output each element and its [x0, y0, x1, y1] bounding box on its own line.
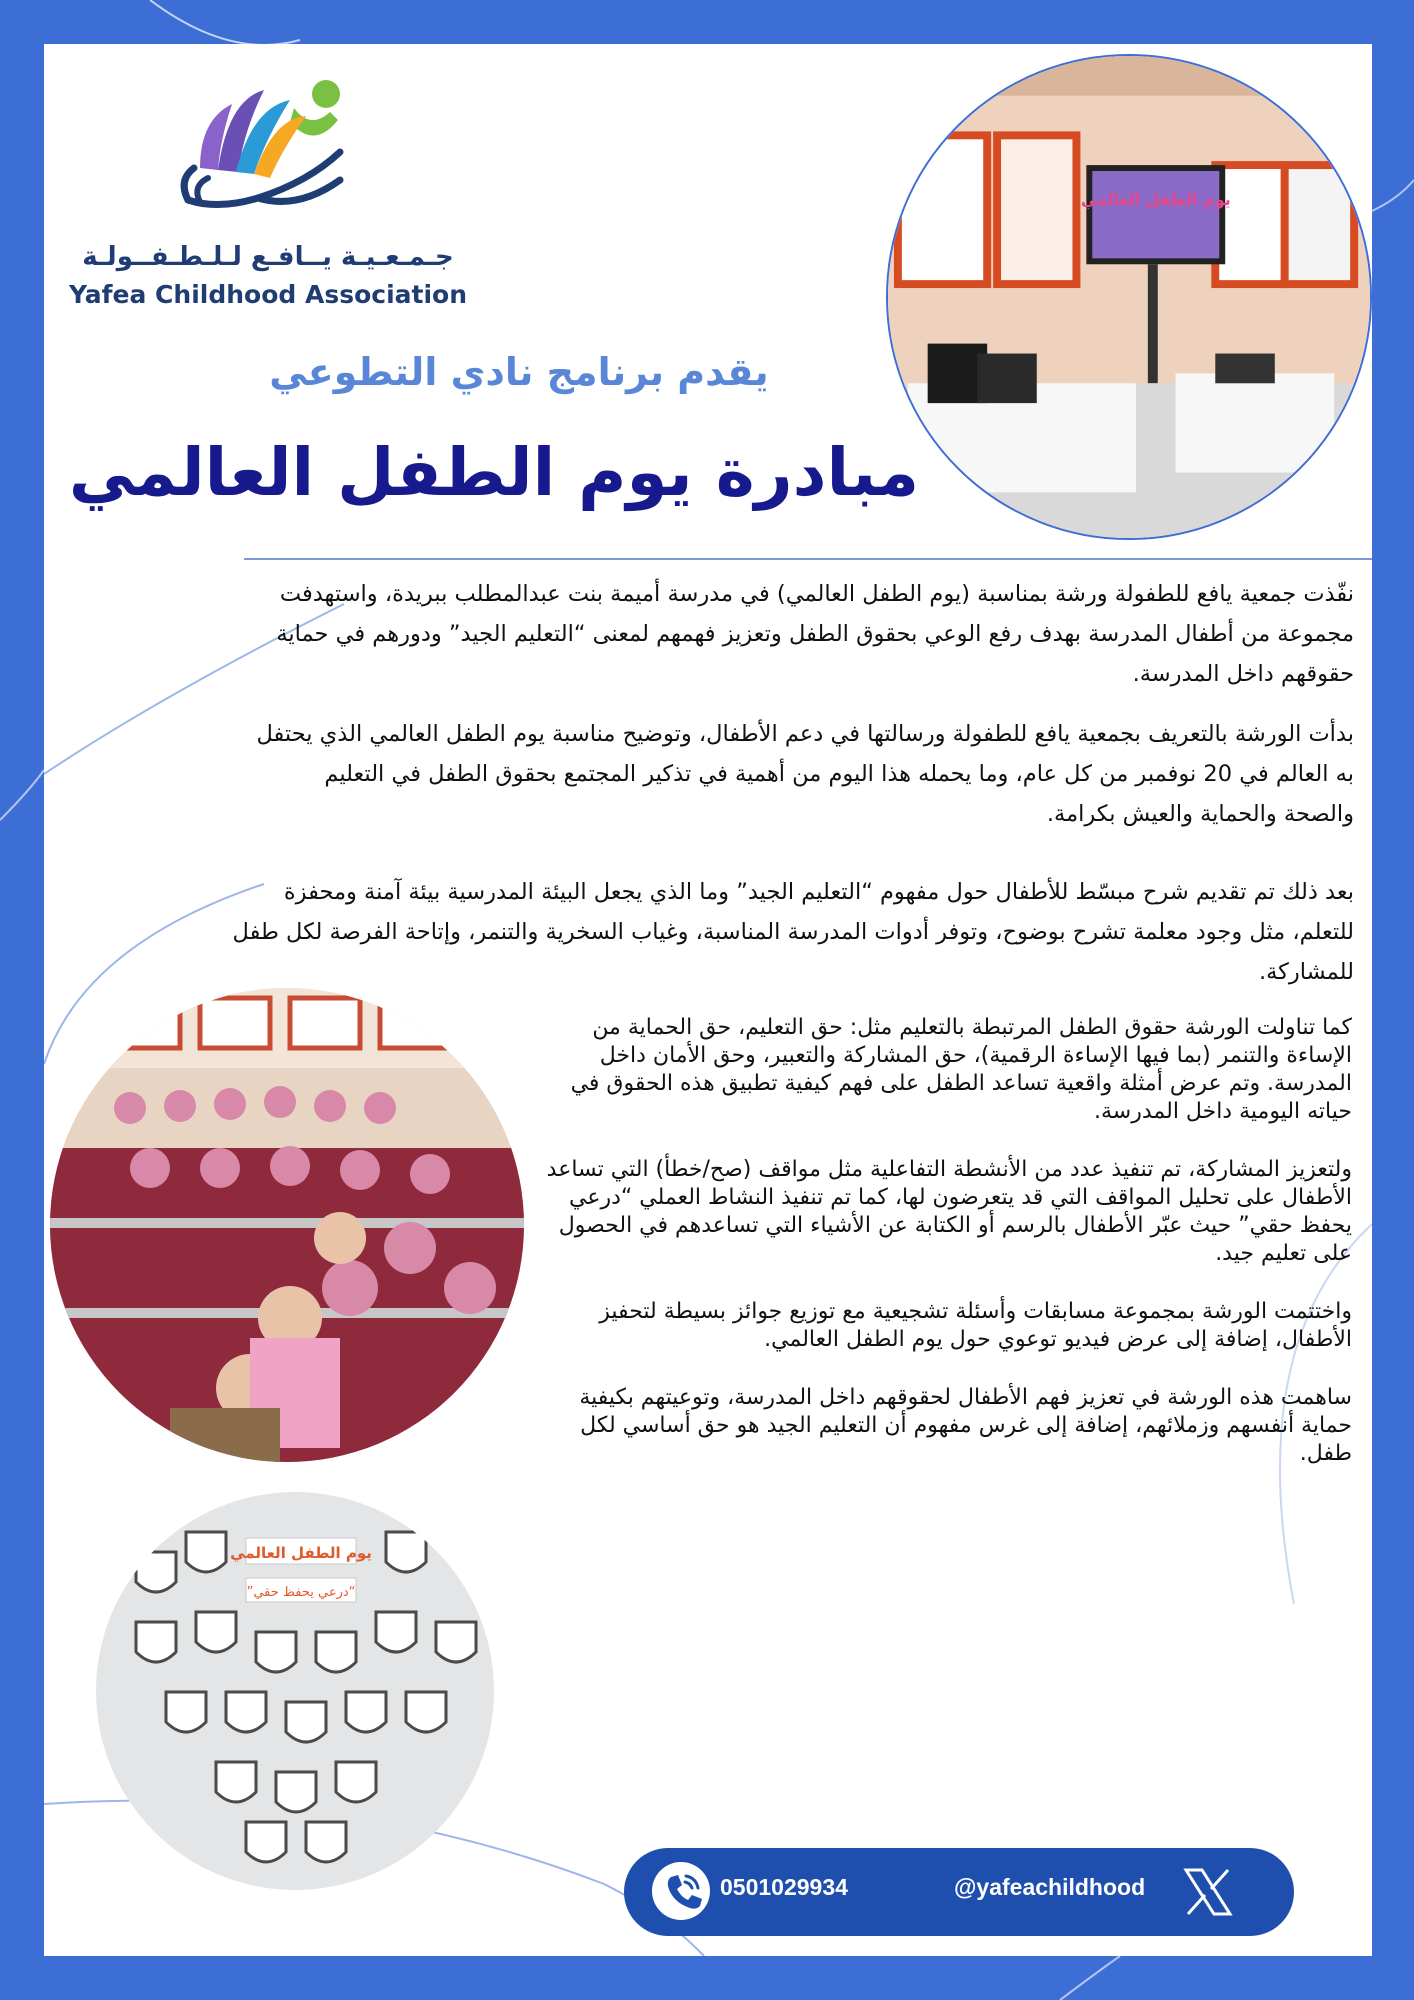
board-title: يوم الطفل العالمي [230, 1544, 372, 1562]
photo-shield-wall [96, 1492, 494, 1890]
social-handle[interactable]: @yafeachildhood [954, 1874, 1146, 1900]
paragraph-activities: ولتعزيز المشاركة، تم تنفيذ عدد من الأنشطة التفاعلية مثل مواقف (صح/خطأ) التي تساعد الأطفال على تحليل المواقف التي قد يتعرضون لها، كما تم تنفيذ النشاط العملي “درعي يحفظ حقي” حيث عبّر الأطفال بالرسم أو الكتابة عن الأشياء التي تساعدهم في الحصول على تعليم جيد. [546, 1157, 1352, 1266]
flyer-page [44, 44, 1372, 1956]
board-subtitle: “درعي يحفظ حقي” [246, 1585, 356, 1600]
page-title: مبادرة يوم الطفل العالمي [68, 434, 920, 511]
paragraph-closing: واختتمت الورشة بمجموعة مسابقات وأسئلة تشجيعية مع توزيع جوائز بسيطة لتحفيز الأطفال، إضافة إلى عرض فيديو توعوي حول يوم الطفل العالمي. [599, 1299, 1352, 1352]
phone-number[interactable]: 0501029934 [720, 1874, 848, 1900]
program-subtitle: يقدم برنامج نادي التطوعي [269, 350, 769, 394]
paragraph-opening: بدأت الورشة بالتعريف بجمعية يافع للطفولة ورسالتها في دعم الأطفال، وتوضيح مناسبة يوم الطفل العالمي الذي يحتفل به العالم في 20 نوفمبر من كل عام، وما يحمله هذا اليوم من أهمية في تذكير المجتمع بحقوق الطفل في التعليم والصحة والحماية والعيش بكرامة. [256, 721, 1354, 827]
logo-name-arabic: جـمـعـيـة يــافـع لـلـطـفــولـة [82, 242, 454, 272]
paragraph-outcome: ساهمت هذه الورشة في تعزيز فهم الأطفال لحقوقهم داخل المدرسة، وتوعيتهم بكيفية حماية أنفسهم وزملائهم، إضافة إلى غرس مفهوم أن التعليم الجيد هو حق أساسي لكل طفل. [579, 1385, 1352, 1466]
photo-classroom-screen [886, 54, 1372, 540]
contact-bar [624, 1848, 1294, 1936]
association-logo [68, 60, 488, 350]
paragraph-intro: نفّذت جمعية يافع للطفولة ورشة بمناسبة (يوم الطفل العالمي) في مدرسة أميمة بنت عبدالمطلب ببريدة، واستهدفت مجموعة من أطفال المدرسة بهدف رفع الوعي بحقوق الطفل وتعزيز فهمهم لمعنى “التعليم الجيد” ودورهم في حماية حقوقهم داخل المدرسة. [276, 581, 1354, 687]
screen-text: يوم الطفل العالمي [1080, 189, 1231, 209]
paragraph-good-education: بعد ذلك تم تقديم شرح مبسّط للأطفال حول مفهوم “التعليم الجيد” وما الذي يجعل البيئة المدرسية بيئة آمنة ومحفزة للتعلم، مثل وجود معلمة تشرح بوضوح، وتوفر أدوات المدرسة المناسبة، وغياب السخرية والتنمر، وإتاحة الفرصة لكل طفل للمشاركة. [232, 879, 1354, 985]
paragraph-rights: كما تناولت الورشة حقوق الطفل المرتبطة بالتعليم مثل: حق التعليم، حق الحماية من الإساءة والتنمر (بما فيها الإساءة الرقمية)، حق المشاركة والتعبير، وحق الأمان داخل المدرسة. وتم عرض أمثلة واقعية تساعد الطفل على فهم كيفية تطبيق هذه الحقوق في حياته اليومية داخل المدرسة. [570, 1015, 1352, 1124]
logo-mark-icon [68, 60, 468, 240]
phone-icon [652, 1862, 710, 1920]
logo-name-english: Yafea Childhood Association [68, 280, 468, 309]
photo-children-seated [50, 988, 524, 1462]
section-divider [244, 558, 1372, 560]
x-icon[interactable] [1180, 1864, 1236, 1920]
